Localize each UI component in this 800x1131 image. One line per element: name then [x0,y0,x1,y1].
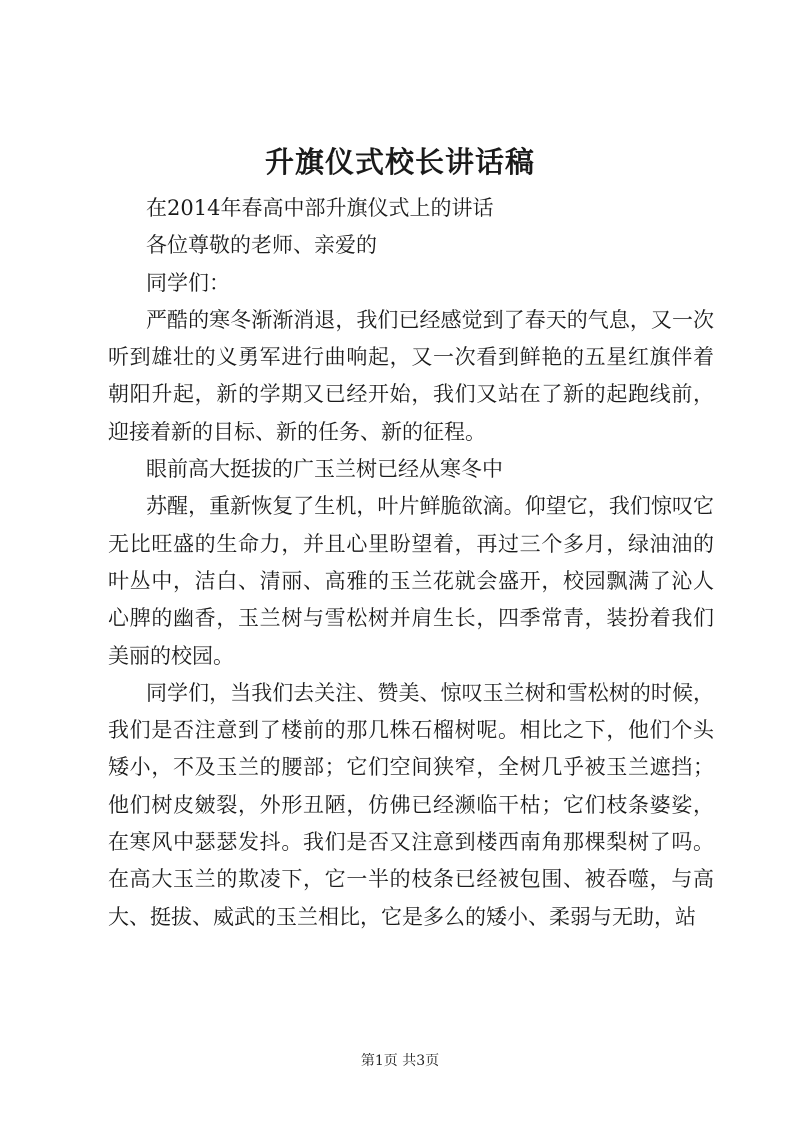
paragraph-occasion: 在2014年春高中部升旗仪式上的讲话 [146,196,494,220]
document-title: 升旗仪式校长讲话稿 [264,145,535,179]
paragraph-salutation-1: 各位尊敬的老师、亲爱的 [146,233,377,258]
paragraph-salutation-2: 同学们： [146,270,230,295]
page-indicator: 第1页 共3页 [360,1053,440,1069]
paragraph-body-3: 苏醒，重新恢复了生机，叶片鲜脆欲滴。仰望它，我们惊叹它无比旺盛的生命力，并且心里盼望着，再过三个多月，绿油油的叶丛中，洁白、清丽、高雅的玉兰花就会盛开，校园飘满了沁人心脾的幽香，玉兰树与雪松树并肩生长，四季常青，装扮着我们美丽的校园。 [108,494,714,668]
paragraph-body-4: 同学们，当我们去关注、赞美、惊叹玉兰树和雪松树的时候，我们是否注意到了楼前的那几株石榴树呢。相比之下，他们个头矮小，不及玉兰的腰部；它们空间狭窄，全树几乎被玉兰遮挡；他们树皮皴裂，外形丑陋，仿佛已经濒临干枯；它们枝条婆娑，在寒风中瑟瑟发抖。我们是否又注意到楼西南角那棵梨树了吗。在高大玉兰的欺凌下，它一半的枝条已经被包围、被吞噬，与高大、挺拔、威武的玉兰相比，它是多么的矮小、柔弱与无助，站 [108,680,714,929]
paragraph-body-1: 严酷的寒冬渐渐消退，我们已经感觉到了春天的气息，又一次听到雄壮的义勇军进行曲响起，又一次看到鲜艳的五星红旗伴着朝阳升起，新的学期又已经开始，我们又站在了新的起跑线前，迎接着新的目标、新的任务、新的征程。 [108,307,714,444]
paragraph-body-2: 眼前高大挺拔的广玉兰树已经从寒冬中 [146,457,503,482]
document-body [108,190,714,936]
